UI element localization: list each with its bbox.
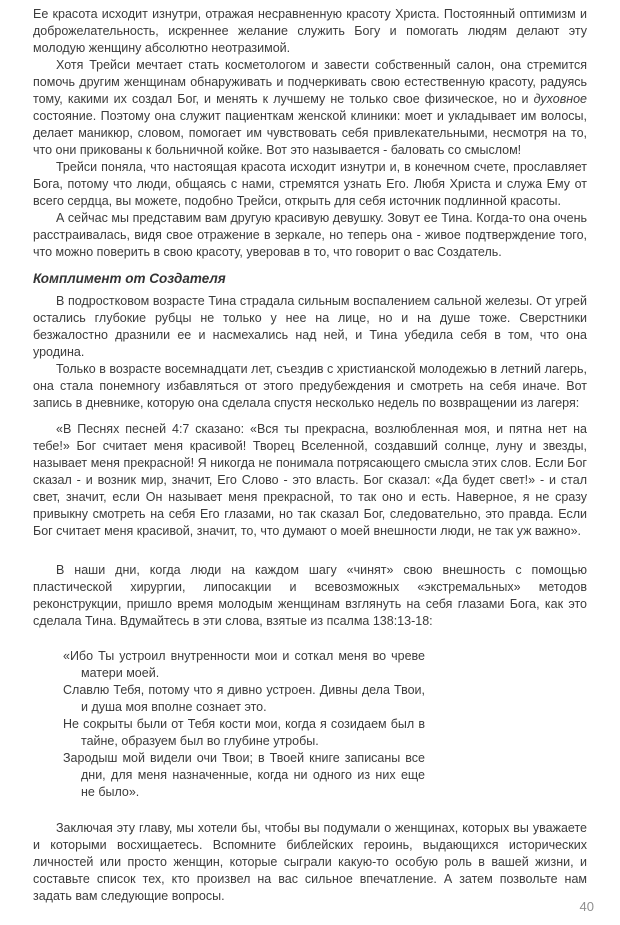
paragraph: Трейси поняла, что настоящая красота исходит изнутри и, в конечном счете, прославляет Бога, потому что люди, общаясь с нами, стремятся узнать Его. Любя Христа и служа Ему от всего сердца, вы можете, подобно Трейси, открыть для себя источник подлинной красоты.: [33, 160, 587, 208]
page-number: 40: [579, 899, 594, 914]
verse-line: «Ибо Ты устроил внутренности мои и соткал меня во чреве матери моей.: [63, 649, 425, 680]
paragraph: Заключая эту главу, мы хотели бы, чтобы вы подумали о женщинах, которых вы уважаете и которыми восхищаетесь. Вспомните библейских героинь, выдающихся исторических личностей или просто женщин, которые сыграли какую-то особую роль в вашей жизни, и составьте список тех, кто произвел на вас сильное впечатление. А затем позвольте нам задать вам следующие вопросы.: [33, 821, 587, 903]
paragraph-text: состояние. Поэтому она служит пациенткам женской клиники: моет и укладывает им волосы, делает маникюр, словом, помогает им чувствовать себя привлекательными, несмотря на то, что они прикованы к больничной койке. Вот это называется - баловать со смыслом!: [33, 109, 587, 157]
verse-line: Не сокрыты были от Тебя кости мои, когда я созидаем был в тайне, образуем был во глубине утробы.: [63, 717, 425, 748]
verse-line: Славлю Тебя, потому что я дивно устроен. Дивны дела Твои, и душа моя вполне сознает это.: [63, 683, 425, 714]
paragraph: А сейчас мы представим вам другую красивую девушку. Зовут ее Тина. Когда-то она очень расстраивалась, видя свое отражение в зеркале, но теперь она - живое подтверждение того, что можно поверить в свою красоту, уверовав в то, что говорит о вас Создатель.: [33, 211, 587, 259]
diary-quote-paragraph: «В Песнях песней 4:7 сказано: «Вся ты прекрасна, возлюбленная моя, и пятна нет на тебе!» Бог считает меня красивой! Творец Вселенной, создавший солнце, луну и звезды, называет меня прекрасной! Я никогда не понимала потрясающего смысла этих слов. Если Бог сказал - и возник мир, значит, Его Слово - это власть. Бог сказал: «Да будет свет!» - и стал свет, значит, если Он называет меня прекрасной, то так оно и есть. Наверное, я не сразу привыкну смотреть на себя Его глазами, но так сказал Бог, следовательно, это правда. Если Бог считает меня красивой, значит, то, что думают о моей внешности люди, не так уж важно».: [33, 422, 587, 538]
paragraph: Только в возрасте восемнадцати лет, съездив с христианской молодежью в летний лагерь, она стала понемногу избавляться от этого предубеждения и смотреть на себя иначе. Вот запись в дневнике, которую она сделала спустя несколько недель по возвращении из лагеря:: [33, 362, 587, 410]
paragraph-continuation: Ее красота исходит изнутри, отражая несравненную красоту Христа. Постоянный оптимизм и доброжелательность, искреннее желание служить Богу и помогать людям делают эту молодую женщину абсолютно неотразимой.: [33, 7, 587, 55]
paragraph-text: Хотя Трейси мечтает стать косметологом и завести собственный салон, она стремится помочь другим женщинам обнаруживать и подчеркивать свою естественную красоту, радуясь тому, какими их создал Бог, и менять к лучшему не только свое физическое, но и: [33, 58, 587, 106]
emphasized-word: духовное: [533, 92, 587, 106]
paragraph: В подростковом возрасте Тина страдала сильным воспалением сальной железы. От угрей остались глубокие рубцы не только у нее на лице, но и на душе тоже. Сверстники безжалостно дразнили ее и насмехались над ней, и Тина убедила себя в том, что она уродина.: [33, 294, 587, 359]
paragraph: В наши дни, когда люди на каждом шагу «чинят» свою внешность с помощью пластической хирургии, липосакции и всевозможных «экстремальных» методов реконструкции, пришло время молодым женщинам взглянуть на себя глазами Бога, как это сделала Тина. Вдумайтесь в эти слова, взятые из псалма 138:13-18:: [33, 563, 587, 628]
verse-line: Зародыш мой видели очи Твои; в Твоей книге записаны все дни, для меня назначенные, когда ни одного из них еще не было».: [63, 751, 425, 799]
psalm-verse-block: [63, 648, 425, 801]
paragraph: [33, 57, 587, 159]
section-heading: Комплимент от Создателя: [33, 271, 226, 286]
